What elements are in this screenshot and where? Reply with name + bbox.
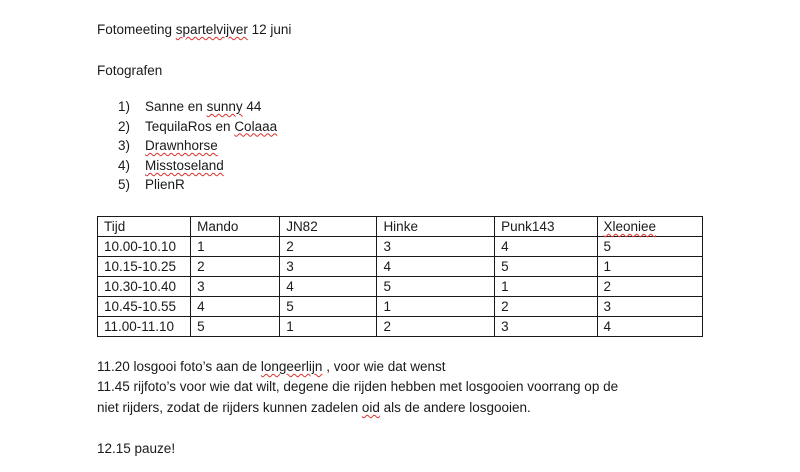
list-number: 1) <box>118 99 131 114</box>
column-header: Mando <box>191 217 280 237</box>
photographer-name: Sanne en <box>145 99 207 114</box>
photographer-name-flagged: sunny <box>206 99 243 114</box>
title-location: spartelvijver <box>175 22 248 37</box>
photographer-name-flagged: Misstoseland <box>145 157 224 173</box>
column-header: Punk143 <box>495 217 597 237</box>
note2-term: oid <box>361 400 380 415</box>
table-cell: 11.00-11.10 <box>98 317 191 337</box>
table-cell: 10.15-10.25 <box>98 257 191 277</box>
photographer-name: TequilaRos en <box>145 118 235 134</box>
table-cell: 3 <box>280 257 377 277</box>
note-rijfotos-line2 <box>97 400 531 415</box>
table-row <box>98 277 703 297</box>
document-title <box>97 22 291 37</box>
photographer-name-flagged: Drawnhorse <box>145 138 218 154</box>
photographer-item <box>118 97 277 117</box>
table-cell: 5 <box>495 257 597 277</box>
list-number: 4) <box>118 157 131 173</box>
note2-before: niet rijders, zodat de rijders kunnen zadelen <box>97 400 362 415</box>
list-number: 3) <box>118 138 131 154</box>
table-cell: 4 <box>377 257 495 277</box>
table-row <box>98 297 703 317</box>
table-row <box>98 237 703 257</box>
list-number: 5) <box>118 177 131 193</box>
table-cell: 3 <box>191 277 280 297</box>
table-cell: 10.30-10.40 <box>98 277 191 297</box>
title-prefix: Fotomeeting <box>97 22 176 37</box>
table-cell: 3 <box>495 317 597 337</box>
table-cell: 1 <box>377 297 495 317</box>
table-cell: 4 <box>597 317 702 337</box>
table-cell: 1 <box>597 257 702 277</box>
table-row <box>98 257 703 277</box>
table-cell: 2 <box>495 297 597 317</box>
table-cell: 5 <box>377 277 495 297</box>
schedule-table <box>97 216 703 337</box>
photographer-item <box>118 175 277 195</box>
column-header: Hinke <box>377 217 495 237</box>
photographer-item <box>118 156 277 176</box>
list-number: 2) <box>118 118 131 134</box>
note-losgooi <box>97 359 446 374</box>
table-cell: 1 <box>280 317 377 337</box>
table-cell: 4 <box>495 237 597 257</box>
title-suffix: 12 juni <box>247 22 292 37</box>
note1-term: longeerlijn <box>260 359 323 374</box>
table-cell: 2 <box>191 257 280 277</box>
table-cell: 1 <box>191 237 280 257</box>
table-cell: 5 <box>597 237 702 257</box>
photographer-item <box>118 136 277 156</box>
table-cell: 5 <box>191 317 280 337</box>
schedule-body <box>98 217 703 337</box>
note-rijfotos-line1: 11.45 rijfoto’s voor wie dat wilt, degene die rijden hebben met losgooien voorrang op de <box>97 379 619 394</box>
photographer-name: PlienR <box>145 177 185 193</box>
column-header: JN82 <box>280 217 377 237</box>
column-header: Xleoniee <box>597 217 702 237</box>
table-cell: 2 <box>280 237 377 257</box>
photographer-name-flagged: Colaaa <box>234 118 278 134</box>
photographer-name-suffix: 44 <box>242 99 262 114</box>
table-row <box>98 317 703 337</box>
table-cell: 3 <box>377 237 495 257</box>
table-cell: 10.00-10.10 <box>98 237 191 257</box>
photographer-item <box>118 117 277 137</box>
table-cell: 2 <box>597 277 702 297</box>
note1-before: 11.20 losgooi foto’s aan de <box>97 359 261 374</box>
column-header: Tijd <box>98 217 191 237</box>
note2-after: als de andere losgooien. <box>379 400 531 415</box>
table-cell: 5 <box>280 297 377 317</box>
photographer-list <box>118 97 277 195</box>
table-cell: 4 <box>191 297 280 317</box>
table-cell: 2 <box>377 317 495 337</box>
pause-note: 12.15 pauze! <box>97 441 176 456</box>
table-cell: 4 <box>280 277 377 297</box>
table-cell: 3 <box>597 297 702 317</box>
section-heading: Fotografen <box>97 63 163 78</box>
table-cell: 10.45-10.55 <box>98 297 191 317</box>
table-cell: 1 <box>495 277 597 297</box>
table-header-row <box>98 217 703 237</box>
note1-after: , voor wie dat wenst <box>322 359 446 374</box>
